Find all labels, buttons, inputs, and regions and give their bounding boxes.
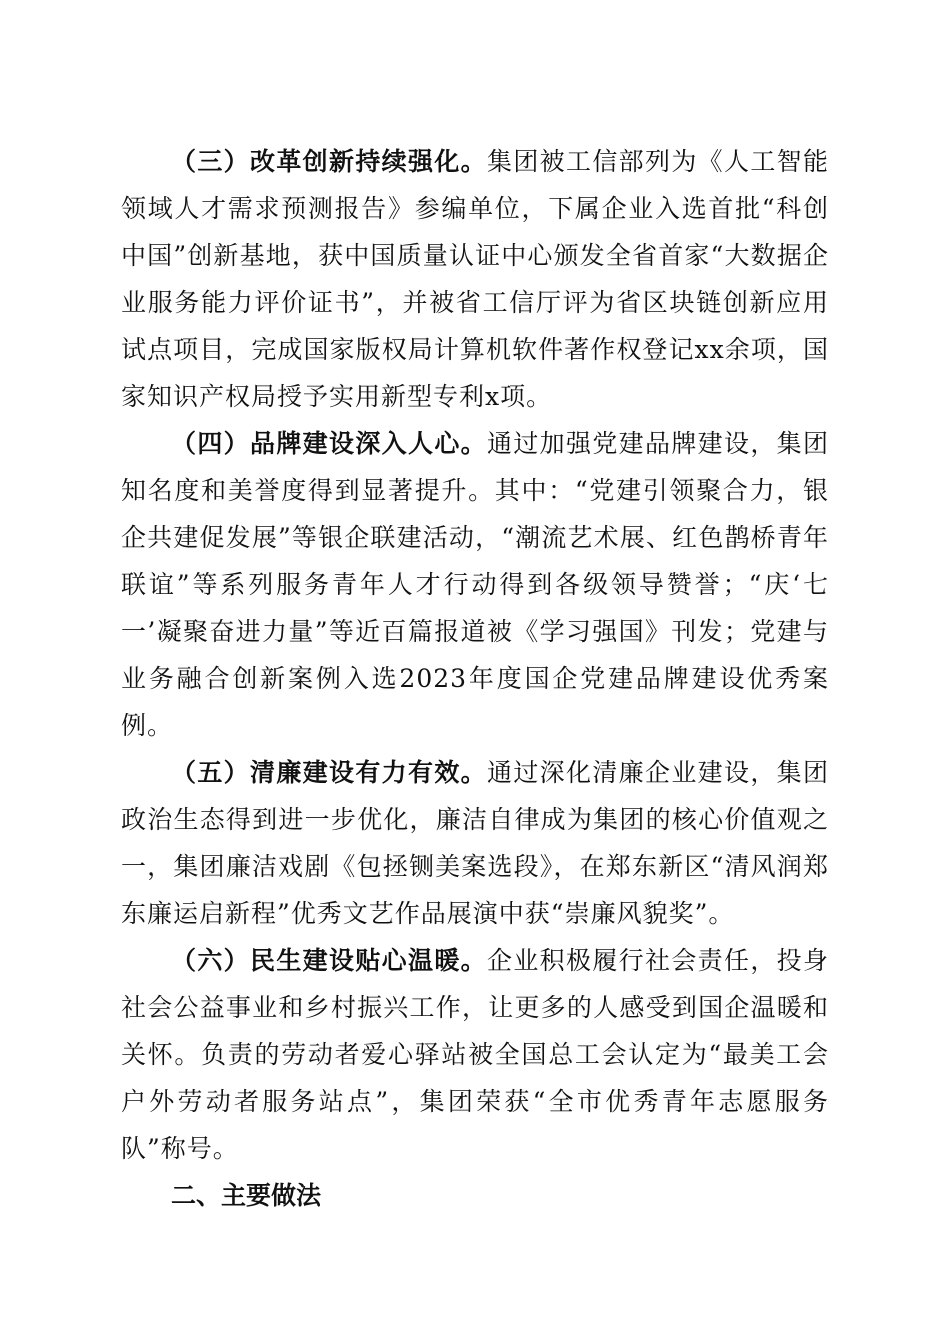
- document-body: [121, 138, 829, 1219]
- paragraph-livelihood-building: [121, 937, 829, 1172]
- paragraph-text: 企业积极履行社会责任，投身社会公益事业和乡村振兴工作，让更多的人感受到国企温暖和关怀。负责的劳动者爱心驿站被全国总工会认定为“最美工会户外劳动者服务站点”，集团荣获“全市优秀青年志愿服务队”称号。: [121, 946, 829, 1163]
- paragraph-text: 集团被工信部列为《人工智能领域人才需求预测报告》参编单位，下属企业入选首批“科创中国”创新基地，获中国质量认证中心颁发全省首家“大数据企业服务能力评价证书”，并被省工信厅评为省区块链创新应用试点项目，完成国家版权局计算机软件著作权登记xx余项，国家知识产权局授予实用新型专利x项。: [121, 147, 829, 411]
- section-heading: 二、主要做法: [171, 1181, 322, 1210]
- paragraph-lead: （三）改革创新持续强化。: [171, 147, 487, 176]
- paragraph-lead: （六）民生建设贴心温暖。: [171, 946, 487, 975]
- paragraph-reform-innovation: [121, 138, 829, 420]
- paragraph-brand-building: [121, 420, 829, 749]
- paragraph-lead: （五）清廉建设有力有效。: [171, 758, 487, 787]
- paragraph-lead: （四）品牌建设深入人心。: [171, 429, 487, 458]
- paragraph-integrity-building: [121, 749, 829, 937]
- paragraph-text: 通过加强党建品牌建设，集团知名度和美誉度得到显著提升。其中：“党建引领聚合力，银企共建促发展”等银企联建活动，“潮流艺术展、红色鹊桥青年联谊”等系列服务青年人才行动得到各级领导赞誉；“庆‘七一’凝聚奋进力量”等近百篇报道被《学习强国》刊发；党建与业务融合创新案例入选2023年度国企党建品牌建设优秀案例。: [121, 429, 829, 740]
- paragraph-text: 通过深化清廉企业建设，集团政治生态得到进一步优化，廉洁自律成为集团的核心价值观之一，集团廉洁戏剧《包拯铡美案选段》，在郑东新区“清风润郑东廉运启新程”优秀文艺作品展演中获“崇廉风貌奖”。: [121, 758, 829, 928]
